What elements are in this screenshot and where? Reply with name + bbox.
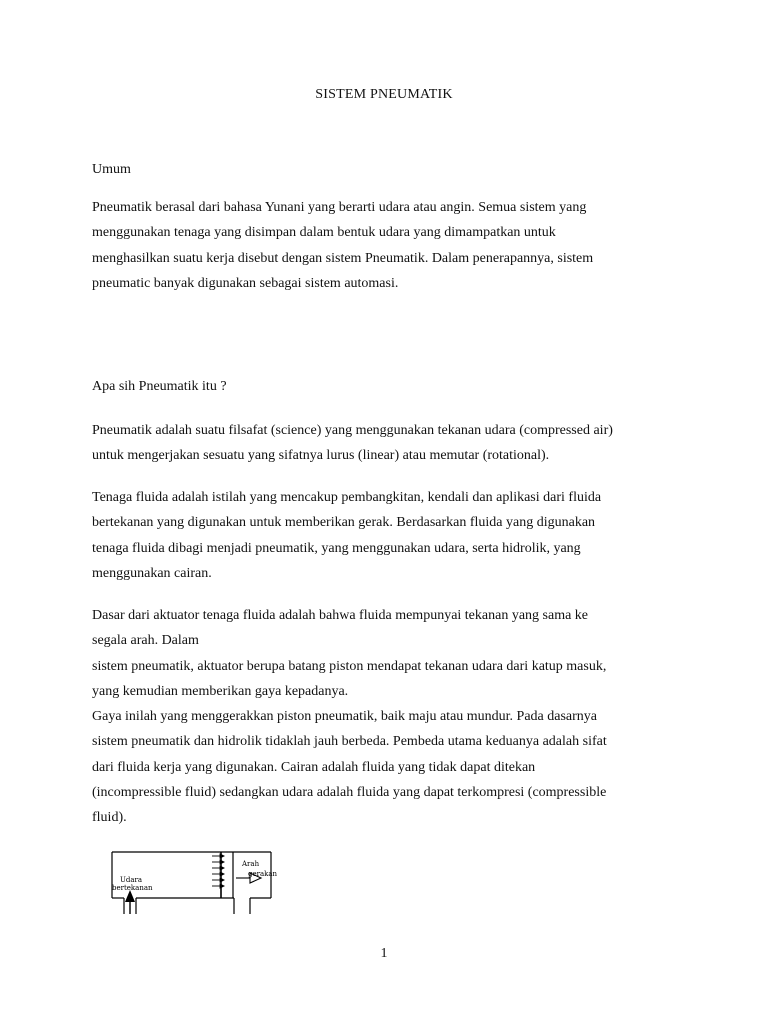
paragraph-line: Gaya inilah yang menggerakkan piston pneumatik, baik maju atau mundur. Pada dasarnya [92,709,598,725]
paragraph-line: bertekanan yang digunakan untuk memberikan gerak. Berdasarkan fluida yang digunakan [92,515,596,531]
paragraph-line: sistem pneumatik dan hidrolik tidaklah jauh berbeda. Pembeda utama keduanya adalah sifat [92,734,607,750]
page-number: 1 [380,946,388,961]
paragraph-umum [92,195,682,296]
paragraph-line: sistem pneumatik, aktuator berupa batang piston mendapat tekanan udara dari katup masuk, [92,658,607,674]
paragraph-line: Dasar dari aktuator tenaga fluida adalah bahwa fluida mempunyai tekanan yang sama ke [92,608,589,623]
paragraph-line: menggunakan cairan. [92,565,212,581]
label-udara: Udara [120,876,143,884]
section-heading-apa-sih: Apa sih Pneumatik itu ? [92,379,227,394]
paragraph-line: pneumatic banyak digunakan sebagai sistem automasi. [92,275,399,291]
document-title: SISTEM PNEUMATIK [315,87,453,102]
paragraph-line: (incompressible fluid) sedangkan udara adalah fluida yang dapat terkompresi (compressible [92,785,607,801]
paragraph-line: dari fluida kerja yang digunakan. Cairan adalah fluida yang tidak dapat ditekan [92,759,536,775]
paragraph-line: menggunakan tenaga yang disimpan dalam bentuk udara yang dimampatkan untuk [92,225,556,241]
pressure-arrows [212,854,224,888]
paragraph-line: menghasilkan suatu kerja disebut dengan sistem Pneumatik. Dalam penerapannya, sistem [92,250,594,266]
label-arah: Arah [242,860,260,868]
paragraph-line: fluid). [92,810,127,826]
section-heading-umum: Umum [92,162,131,177]
paragraph-line: Pneumatik adalah suatu filsafat (science) yang menggunakan tekanan udara (compressed air) [92,423,613,438]
paragraph-aktuator [92,603,682,831]
paragraph-line: Tenaga fluida adalah istilah yang mencakup pembangkitan, kendali dan aplikasi dari fluida [92,490,602,505]
paragraph-tenaga-fluida [92,485,682,586]
paragraph-definition [92,418,682,469]
pneumatic-cylinder-diagram [100,846,290,918]
paragraph-line: segala arah. Dalam [92,633,199,649]
label-gerakan: gerakan [248,870,278,878]
paragraph-line: Pneumatik berasal dari bahasa Yunani yang berarti udara atau angin. Semua sistem yang [92,200,587,215]
paragraph-line: yang kemudian memberikan gaya kepadanya. [92,683,349,699]
label-bertekanan: bertekanan [112,884,153,892]
paragraph-line: tenaga fluida dibagi menjadi pneumatik, yang menggunakan udara, serta hidrolik, yang [92,540,581,556]
paragraph-line: untuk mengerjakan sesuatu yang sifatnya lurus (linear) atau memutar (rotational). [92,448,550,464]
